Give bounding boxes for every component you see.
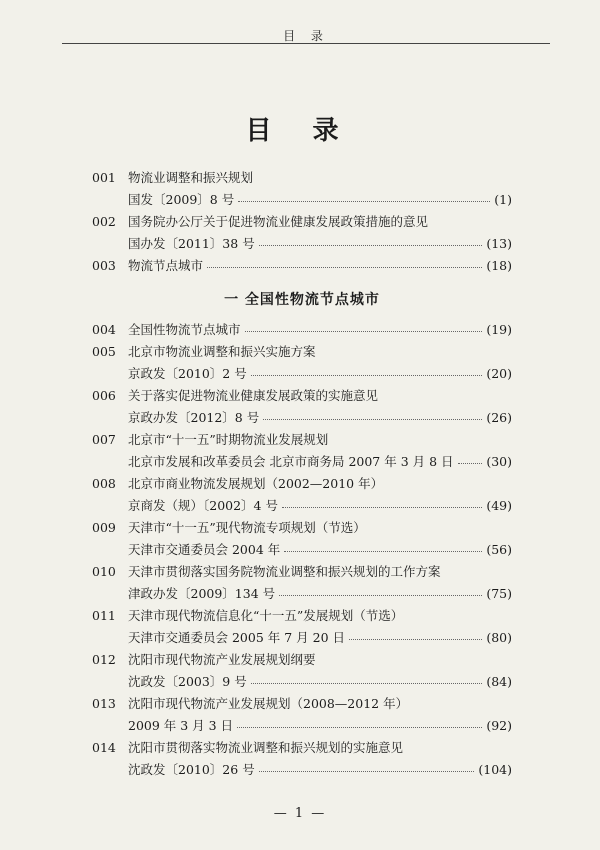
entry-number: 013 xyxy=(92,696,116,711)
toc-entry[interactable] xyxy=(92,212,512,256)
toc-entry[interactable] xyxy=(92,694,512,738)
entry-number: 011 xyxy=(92,608,116,623)
entry-doc-number: 国办发〔2011〕38 号 xyxy=(128,236,255,251)
dot-leader xyxy=(284,541,482,552)
entry-title[interactable]: 沈阳市贯彻落实物流业调整和振兴规划的实施意见 xyxy=(128,740,404,755)
dot-leader xyxy=(259,235,483,246)
entry-doc-number: 沈政发〔2003〕9 号 xyxy=(128,674,247,689)
entry-page: (30) xyxy=(486,454,512,469)
entry-title[interactable]: 沈阳市现代物流产业发展规划（2008—2012 年） xyxy=(128,696,409,711)
dot-leader xyxy=(279,585,482,596)
entry-page: (84) xyxy=(486,674,512,689)
entry-doc-number: 津政办发〔2009〕134 号 xyxy=(128,586,276,601)
toc-entry[interactable] xyxy=(92,606,512,650)
toc-entry[interactable] xyxy=(92,342,512,386)
dot-leader xyxy=(259,761,475,772)
toc-entry[interactable] xyxy=(92,650,512,694)
header-title: 目 录 xyxy=(283,29,329,43)
entry-title[interactable]: 关于落实促进物流业健康发展政策的实施意见 xyxy=(128,388,379,403)
entry-title[interactable]: 天津市“十一五”现代物流专项规划（节选） xyxy=(128,520,366,535)
entry-doc-number: 2009 年 3 月 3 日 xyxy=(128,718,234,733)
entry-title[interactable]: 天津市现代物流信息化“十一五”发展规划（节选） xyxy=(128,608,404,623)
entry-number: 007 xyxy=(92,432,116,447)
entry-page: (26) xyxy=(486,410,512,425)
toc-entry[interactable] xyxy=(92,430,512,474)
entry-doc-number: 国发〔2009〕8 号 xyxy=(128,192,235,207)
entry-number: 005 xyxy=(92,344,116,359)
toc-entry[interactable] xyxy=(92,168,512,212)
dot-leader xyxy=(349,629,482,640)
entry-number: 010 xyxy=(92,564,116,579)
page-title: 目 录 xyxy=(245,116,355,146)
entry-page: (92) xyxy=(486,718,512,733)
running-header xyxy=(62,25,550,44)
entry-doc-number: 天津市交通委员会 2005 年 7 月 20 日 xyxy=(128,630,346,645)
entry-doc-number: 沈政发〔2010〕26 号 xyxy=(128,762,255,777)
entry-page: (56) xyxy=(486,542,512,557)
dot-leader xyxy=(207,257,482,268)
entry-title[interactable]: 物流节点城市 xyxy=(128,258,204,273)
entry-doc-number: 京商发（规）〔2002〕4 号 xyxy=(128,498,278,513)
entry-page: (49) xyxy=(486,498,512,513)
entry-doc-number: 北京市发展和改革委员会 北京市商务局 2007 年 3 月 8 日 xyxy=(128,454,454,469)
table-of-contents xyxy=(92,168,512,782)
entry-doc-number: 京政办发〔2012〕8 号 xyxy=(128,410,260,425)
toc-entry[interactable] xyxy=(92,256,512,278)
entry-title[interactable]: 沈阳市现代物流产业发展规划纲要 xyxy=(128,652,316,667)
entry-title[interactable]: 北京市商业物流发展规划（2002—2010 年） xyxy=(128,476,384,491)
dot-leader xyxy=(251,673,483,684)
entry-title[interactable]: 全国性物流节点城市 xyxy=(128,322,241,337)
entry-page: (20) xyxy=(486,366,512,381)
entry-page: (1) xyxy=(494,192,512,207)
toc-entry[interactable] xyxy=(92,474,512,518)
entry-doc-number: 京政发〔2010〕2 号 xyxy=(128,366,247,381)
toc-entry[interactable] xyxy=(92,562,512,606)
page-number-footer: — 1 — xyxy=(273,806,327,821)
dot-leader xyxy=(245,321,483,332)
entry-page: (18) xyxy=(486,258,512,273)
toc-main-group xyxy=(92,320,512,782)
entry-page: (13) xyxy=(486,236,512,251)
entry-title[interactable]: 国务院办公厅关于促进物流业健康发展政策措施的意见 xyxy=(128,214,429,229)
toc-entry[interactable] xyxy=(92,738,512,782)
entry-page: (104) xyxy=(478,762,512,777)
entry-page: (19) xyxy=(486,322,512,337)
entry-number: 002 xyxy=(92,214,116,229)
entry-title[interactable]: 北京市物流业调整和振兴实施方案 xyxy=(128,344,316,359)
dot-leader xyxy=(263,409,482,420)
entry-title[interactable]: 物流业调整和振兴规划 xyxy=(128,170,254,185)
dot-leader xyxy=(282,497,482,508)
entry-title[interactable]: 天津市贯彻落实国务院物流业调整和振兴规划的工作方案 xyxy=(128,564,441,579)
dot-leader xyxy=(251,365,483,376)
entry-number: 006 xyxy=(92,388,116,403)
entry-number: 014 xyxy=(92,740,116,755)
toc-entry[interactable] xyxy=(92,386,512,430)
entry-number: 003 xyxy=(92,258,116,273)
toc-entry[interactable] xyxy=(92,320,512,342)
entry-page: (75) xyxy=(486,586,512,601)
dot-leader xyxy=(237,717,482,728)
section-heading: 一 全国性物流节点城市 xyxy=(224,292,380,308)
entry-number: 009 xyxy=(92,520,116,535)
toc-top-group xyxy=(92,168,512,278)
entry-number: 012 xyxy=(92,652,116,667)
dot-leader xyxy=(458,453,483,464)
entry-doc-number: 天津市交通委员会 2004 年 xyxy=(128,542,281,557)
toc-entry[interactable] xyxy=(92,518,512,562)
entry-title[interactable]: 北京市“十一五”时期物流业发展规划 xyxy=(128,432,329,447)
entry-number: 008 xyxy=(92,476,116,491)
entry-page: (80) xyxy=(486,630,512,645)
entry-number: 004 xyxy=(92,322,116,337)
dot-leader xyxy=(238,191,490,202)
entry-number: 001 xyxy=(92,170,116,185)
